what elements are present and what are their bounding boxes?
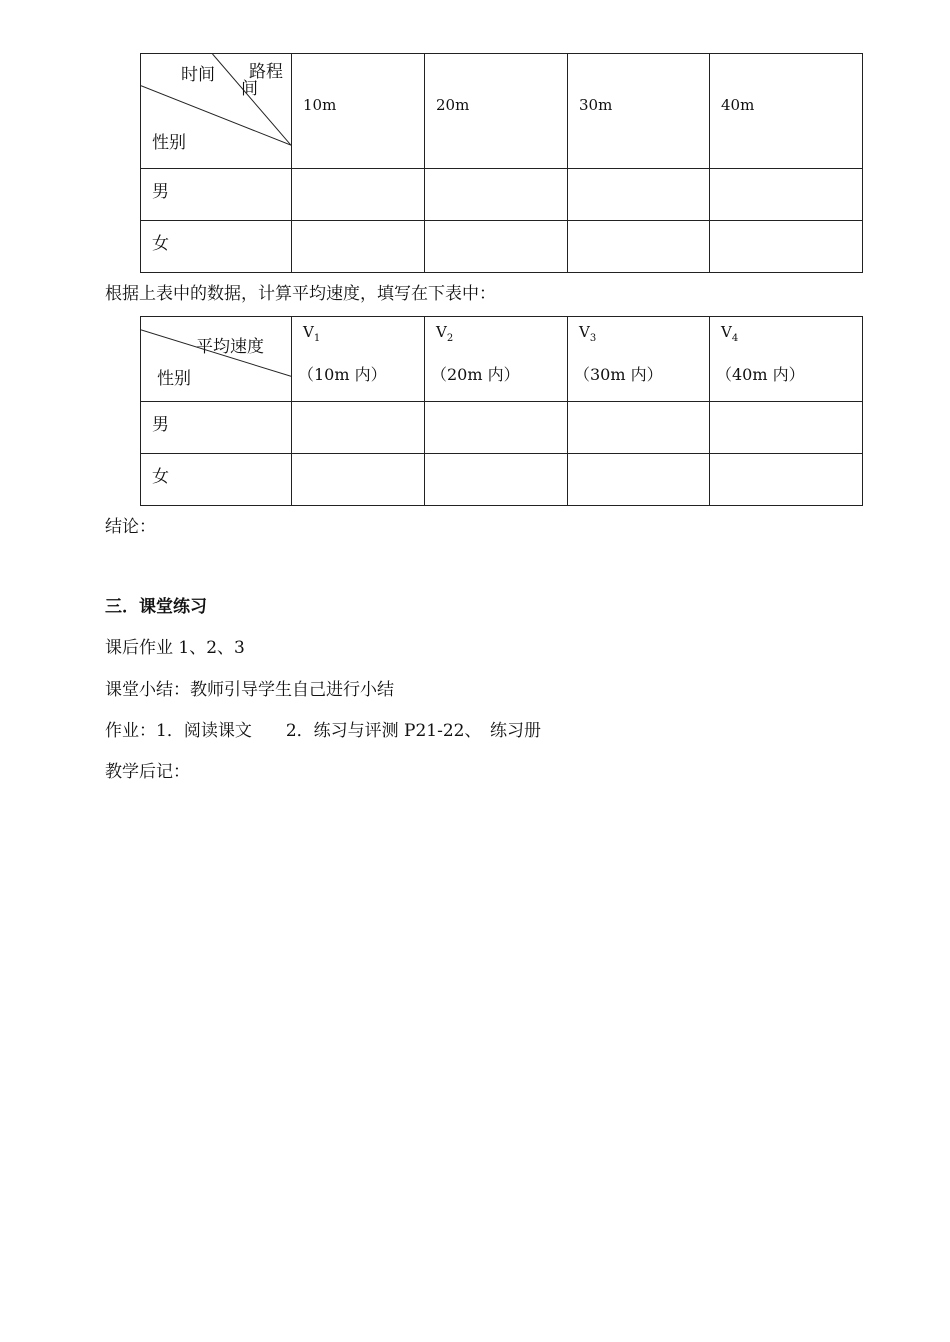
table1-cell[interactable] [568, 221, 710, 273]
summary-line: 课堂小结：教师引导学生自己进行小结 [105, 680, 394, 700]
table2-row-label: 男 [141, 402, 292, 454]
table2-cell[interactable] [425, 402, 568, 454]
average-speed-table [140, 316, 863, 506]
table2-row-label: 女 [141, 454, 292, 506]
table1-cell[interactable] [425, 221, 568, 273]
table2-corner-gender: 性别 [157, 369, 191, 389]
teaching-notes-label: 教学后记： [105, 762, 190, 782]
table2-cell[interactable] [292, 402, 425, 454]
table1-row-label: 女 [141, 221, 292, 273]
table1-cell[interactable] [425, 169, 568, 221]
table2-corner-speed: 平均速度 [196, 337, 264, 357]
instruction-text: 根据上表中的数据，计算平均速度，填写在下表中： [105, 284, 496, 304]
table2-cell[interactable] [710, 454, 863, 506]
table2-col-header: $V_2$ （20m 内） [425, 317, 568, 402]
table2-cell[interactable] [425, 454, 568, 506]
table-row [141, 402, 863, 454]
table1-col-header: 30m [568, 54, 710, 169]
table1-corner-gender: 性别 [152, 133, 186, 153]
table2-col-header: $V_1$ （10m 内） [292, 317, 425, 402]
table1-row-label: 男 [141, 169, 292, 221]
distance-time-table [140, 53, 863, 273]
assignment-line: 作业：1．阅读课文 2．练习与评测 P21-22、 练习册 [105, 721, 541, 741]
table1-col-header: 10m [292, 54, 425, 169]
table2-cell[interactable] [568, 402, 710, 454]
table-row [141, 169, 863, 221]
table2-cell[interactable] [292, 454, 425, 506]
table1-cell[interactable] [292, 169, 425, 221]
table1-cell[interactable] [568, 169, 710, 221]
table-row [141, 221, 863, 273]
table1-col-header: 40m [710, 54, 863, 169]
table2-cell[interactable] [710, 402, 863, 454]
table1-corner-header [141, 54, 292, 169]
table1-col-header: 20m [425, 54, 568, 169]
homework-line: 课后作业 1、2、3 [105, 638, 245, 658]
table-row [141, 454, 863, 506]
table2-corner-header [141, 317, 292, 402]
table1-corner-distance: 路程 [249, 62, 283, 82]
table2-cell[interactable] [568, 454, 710, 506]
table1-cell[interactable] [710, 221, 863, 273]
table2-col-header: $V_3$ （30m 内） [568, 317, 710, 402]
table1-corner-distance-sub: 间 [241, 79, 258, 99]
section-title: 三．课堂练习 [105, 597, 207, 617]
table1-cell[interactable] [710, 169, 863, 221]
table1-corner-time: 时间 [181, 65, 215, 85]
table2-col-header: $V_4$ （40m 内） [710, 317, 863, 402]
table1-cell[interactable] [292, 221, 425, 273]
conclusion-label: 结论： [105, 517, 156, 537]
